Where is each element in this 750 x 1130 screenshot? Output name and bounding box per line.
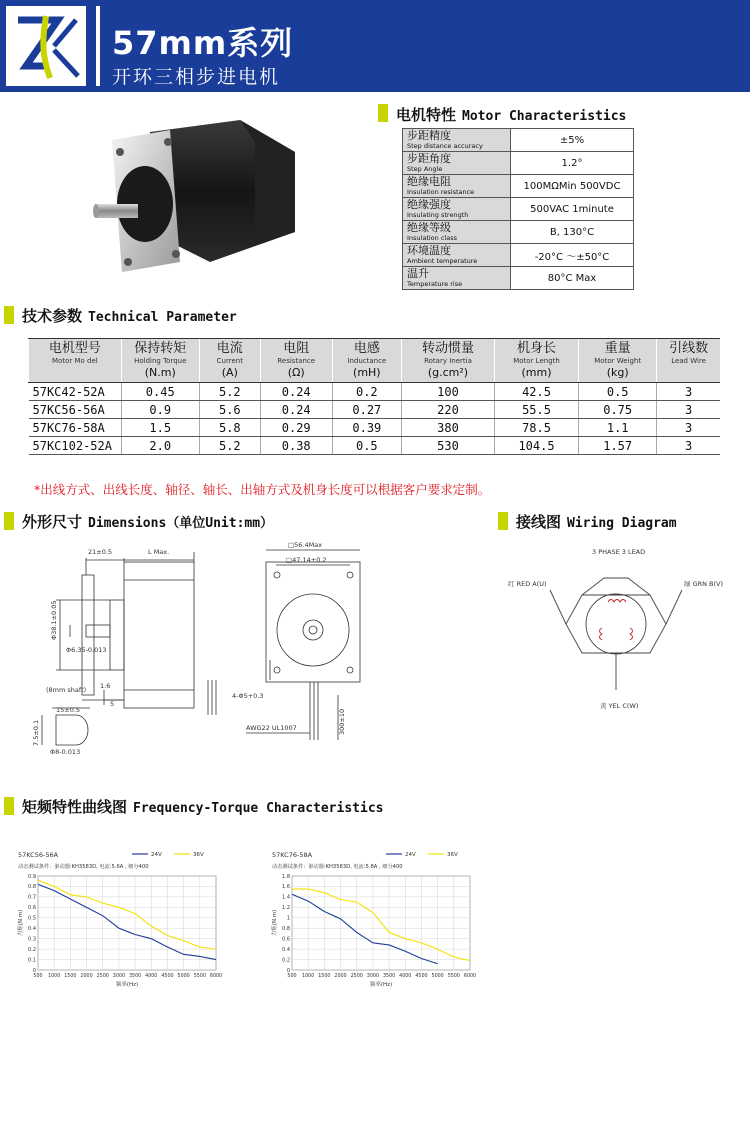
dim-label: □47.14±0.2 xyxy=(286,556,327,564)
chart-subtitle: 动态测试条件：驱动器:KH3583D, 电流:5.6A , 细分400 xyxy=(18,864,149,870)
y-tick-label: 0 xyxy=(286,967,290,974)
brand-logo xyxy=(6,6,86,86)
page-header xyxy=(0,0,750,92)
row-label-en: Insulation resistance xyxy=(407,188,475,196)
y-axis-label: 力矩(N.m) xyxy=(18,909,24,937)
column-header: 机身长 Motor Length (mm) xyxy=(494,339,578,383)
column-header: 重量 Motor Weight (kg) xyxy=(579,339,657,383)
cell: 0.45 xyxy=(121,383,199,401)
y-tick-label: 0 xyxy=(32,967,36,974)
cell: 3 xyxy=(657,419,720,437)
cell: 0.27 xyxy=(332,401,402,419)
section-title-en: Wiring Diagram xyxy=(567,516,677,531)
wiring-caption: 3 PHASE 3 LEAD xyxy=(592,548,646,556)
cell: 1.57 xyxy=(579,437,657,455)
cell-model: 57KC76-58A xyxy=(29,419,122,437)
x-tick-label: 4000 xyxy=(399,974,412,979)
row-value: 1.2° xyxy=(511,152,634,175)
customization-note: *出线方式、出线长度、轴径、轴长、出轴方式及机身长度可以根据客户要求定制。 xyxy=(34,482,491,497)
y-tick-label: 1.2 xyxy=(282,905,290,912)
dim-label: Φ38.1±0.05 xyxy=(50,600,58,640)
row-label: 绝缘强度 xyxy=(407,198,451,211)
dim-label: 15±0.5 xyxy=(56,706,81,714)
cell: 78.5 xyxy=(494,419,578,437)
x-tick-label: 4500 xyxy=(161,974,174,979)
cell: 380 xyxy=(402,419,495,437)
x-tick-label: 3500 xyxy=(382,974,396,979)
table-row xyxy=(403,152,634,175)
row-label: 绝缘等级 xyxy=(407,221,451,234)
cell: 5.2 xyxy=(199,437,260,455)
section-marker xyxy=(498,512,508,530)
section-title-cn: 电机特性 xyxy=(396,106,457,124)
section-title-cn: 外形尺寸 xyxy=(22,513,83,531)
chart-title: 57KC76-58A xyxy=(272,851,313,859)
dim-label: 1.6 xyxy=(100,682,111,690)
row-label-en: Step distance accuracy xyxy=(407,142,483,150)
x-tick-label: 5500 xyxy=(193,974,206,979)
y-tick-label: 0.6 xyxy=(282,936,290,943)
torque-chart-57kc76 xyxy=(268,846,488,996)
section-title-en: Motor Characteristics xyxy=(462,109,627,124)
lead-c-label: 黄 YEL C(W) xyxy=(600,702,639,710)
row-value: 80°C Max xyxy=(511,267,634,290)
dim-label: Φ6.35-0.013 xyxy=(66,646,107,654)
y-tick-label: 0.7 xyxy=(28,894,36,901)
y-tick-label: 0.1 xyxy=(28,957,36,964)
page-title: 57mm系列 xyxy=(112,24,294,62)
table-row xyxy=(29,419,721,437)
cell: 42.5 xyxy=(494,383,578,401)
row-label: 温升 xyxy=(407,267,429,280)
dimension-drawing xyxy=(20,540,380,760)
cell: 0.9 xyxy=(121,401,199,419)
y-tick-label: 1.8 xyxy=(282,873,290,880)
dim-label: AWG22 UL1007 xyxy=(246,724,297,732)
cell: 55.5 xyxy=(494,401,578,419)
x-tick-label: 500 xyxy=(287,974,297,979)
x-tick-label: 6000 xyxy=(463,974,477,979)
chart-subtitle: 动态测试条件：驱动器:KH3583D, 电流:5.8A , 细分400 xyxy=(272,864,403,870)
zk-logo-icon xyxy=(6,6,86,86)
dim-label: 7.5±0.1 xyxy=(32,719,40,746)
y-tick-label: 0.6 xyxy=(28,905,36,912)
dimensions-title xyxy=(22,511,273,532)
cell: 0.5 xyxy=(579,383,657,401)
x-tick-label: 1000 xyxy=(48,974,61,979)
section-title-cn: 技术参数 xyxy=(22,307,83,325)
cell: 220 xyxy=(402,401,495,419)
section-marker xyxy=(4,512,14,530)
series-line-36v xyxy=(292,889,470,961)
cell: 3 xyxy=(657,401,720,419)
section-title-en: Technical Parameter xyxy=(88,310,237,325)
motor-photo xyxy=(90,112,300,292)
row-value: -20°C ～±50°C xyxy=(511,244,634,267)
table-row xyxy=(29,401,721,419)
y-tick-label: 1.4 xyxy=(282,894,290,901)
x-tick-label: 2000 xyxy=(334,974,347,979)
x-tick-label: 2500 xyxy=(96,974,109,979)
table-row xyxy=(403,267,634,290)
x-tick-label: 2000 xyxy=(80,974,93,979)
header-divider xyxy=(96,6,100,86)
column-header: 电流 Current (A) xyxy=(199,339,260,383)
legend-label: 24V xyxy=(405,852,416,858)
y-tick-label: 0.9 xyxy=(28,873,36,880)
row-value: 100MΩMin 500VDC xyxy=(511,175,634,198)
cell: 5.8 xyxy=(199,419,260,437)
column-header: 电感 Inductance (mH) xyxy=(332,339,402,383)
x-tick-label: 1500 xyxy=(64,974,77,979)
row-value: 500VAC 1minute xyxy=(511,198,634,221)
section-title-en: Frequency-Torque Characteristics xyxy=(133,801,384,816)
row-label-en: Temperature rise xyxy=(407,280,463,288)
y-tick-label: 0.2 xyxy=(282,957,290,964)
cell-model: 57KC56-56A xyxy=(29,401,122,419)
table-row xyxy=(403,221,634,244)
cell: 0.38 xyxy=(260,437,332,455)
row-label-en: Insulation class xyxy=(407,234,457,242)
series-line-24v xyxy=(38,884,216,959)
y-axis-label: 力矩(N.m) xyxy=(272,909,278,937)
row-label: 步距精度 xyxy=(407,129,451,142)
cell: 0.24 xyxy=(260,401,332,419)
table-row xyxy=(29,383,721,401)
x-tick-label: 3000 xyxy=(366,974,380,979)
y-tick-label: 0.4 xyxy=(28,926,36,933)
y-tick-label: 0.8 xyxy=(282,926,290,933)
section-marker xyxy=(378,104,388,122)
y-tick-label: 1.6 xyxy=(282,884,290,891)
technical-parameter-title xyxy=(22,305,237,326)
cell: 0.29 xyxy=(260,419,332,437)
x-tick-label: 4000 xyxy=(145,974,158,979)
lead-b-label: 绿 GRN B(V) xyxy=(684,580,724,588)
x-tick-label: 6000 xyxy=(209,974,223,979)
series-line-24v xyxy=(292,894,438,963)
dim-label: 4-Φ5+0.3 xyxy=(232,692,264,700)
cell: 104.5 xyxy=(494,437,578,455)
table-row xyxy=(403,244,634,267)
x-tick-label: 3500 xyxy=(128,974,142,979)
dim-label: 300±10 xyxy=(338,708,346,735)
x-tick-label: 5500 xyxy=(447,974,460,979)
x-tick-label: 2500 xyxy=(350,974,363,979)
y-tick-label: 0.4 xyxy=(282,946,290,953)
y-tick-label: 0.8 xyxy=(28,884,36,891)
cell: 0.2 xyxy=(332,383,402,401)
cell: 0.39 xyxy=(332,419,402,437)
cell: 0.24 xyxy=(260,383,332,401)
dim-label: (8mm shaft) xyxy=(46,686,87,694)
section-title-en: Dimensions（单位Unit:mm） xyxy=(88,516,274,531)
x-tick-label: 3000 xyxy=(112,974,126,979)
row-label-en: Step Angle xyxy=(407,165,443,173)
legend-label: 36V xyxy=(193,852,204,858)
chart-title: 57KC56-56A xyxy=(18,851,59,859)
column-header: 保持转矩 Holding Torque (N.m) xyxy=(121,339,199,383)
motor-characteristics-title xyxy=(396,104,626,125)
row-label: 步距角度 xyxy=(407,152,451,165)
cell: 2.0 xyxy=(121,437,199,455)
wiring-diagram-title xyxy=(516,511,677,532)
y-tick-label: 0.2 xyxy=(28,946,36,953)
x-tick-label: 1500 xyxy=(318,974,331,979)
x-tick-label: 500 xyxy=(33,974,43,979)
row-label: 环境温度 xyxy=(407,244,451,257)
x-tick-label: 1000 xyxy=(302,974,315,979)
legend-label: 24V xyxy=(151,852,162,858)
dim-label: 21±0.5 xyxy=(88,548,113,556)
y-tick-label: 0.5 xyxy=(28,915,36,922)
x-axis-label: 频率(Hz) xyxy=(369,982,393,988)
section-title-cn: 接线图 xyxy=(516,513,562,531)
cell: 530 xyxy=(402,437,495,455)
cell: 3 xyxy=(657,383,720,401)
table-row xyxy=(29,437,721,455)
legend-label: 36V xyxy=(447,852,458,858)
lead-a-label: 红 RED A(U) xyxy=(508,580,547,588)
table-header-row xyxy=(29,339,721,383)
page-subtitle: 开环三相步进电机 xyxy=(112,66,281,88)
column-header: 引线数 Lead Wire xyxy=(657,339,720,383)
cell: 0.5 xyxy=(332,437,402,455)
column-header: 转动惯量 Rotary Inertia (g.cm²) xyxy=(402,339,495,383)
technical-parameter-table xyxy=(28,338,720,455)
table-row xyxy=(403,175,634,198)
x-tick-label: 5000 xyxy=(177,974,190,979)
table-row xyxy=(403,198,634,221)
cell: 100 xyxy=(402,383,495,401)
row-value: B, 130°C xyxy=(511,221,634,244)
wiring-diagram xyxy=(500,540,745,720)
row-label: 绝缘电阻 xyxy=(407,175,451,188)
x-tick-label: 5000 xyxy=(431,974,444,979)
dim-label: Φ8-0.013 xyxy=(50,748,81,756)
row-label-en: Ambient temperature xyxy=(407,257,478,265)
cell: 3 xyxy=(657,437,720,455)
x-tick-label: 4500 xyxy=(415,974,428,979)
cell-model: 57KC42-52A xyxy=(29,383,122,401)
cell: 1.1 xyxy=(579,419,657,437)
x-axis-label: 频率(Hz) xyxy=(115,982,139,988)
dim-label: □56.4Max xyxy=(288,541,323,549)
dim-label: L Max. xyxy=(148,548,170,556)
cell-model: 57KC102-52A xyxy=(29,437,122,455)
cell: 1.5 xyxy=(121,419,199,437)
plot-area xyxy=(38,876,216,970)
section-marker xyxy=(4,306,14,324)
table-row xyxy=(403,129,634,152)
torque-title xyxy=(22,796,383,817)
cell: 0.75 xyxy=(579,401,657,419)
y-tick-label: 0.3 xyxy=(28,936,36,943)
cell: 5.2 xyxy=(199,383,260,401)
cell: 5.6 xyxy=(199,401,260,419)
motor-characteristics-table xyxy=(402,128,634,290)
column-header: 电机型号 Motor Mo del xyxy=(29,339,122,383)
section-marker xyxy=(4,797,14,815)
dim-label: 5 xyxy=(110,700,115,708)
row-value: ±5% xyxy=(511,129,634,152)
y-tick-label: 1 xyxy=(286,915,290,922)
section-title-cn: 矩频特性曲线图 xyxy=(22,798,128,816)
torque-chart-57kc56 xyxy=(14,846,234,996)
column-header: 电阻 Resistance (Ω) xyxy=(260,339,332,383)
row-label-en: Insulating strength xyxy=(407,211,469,219)
